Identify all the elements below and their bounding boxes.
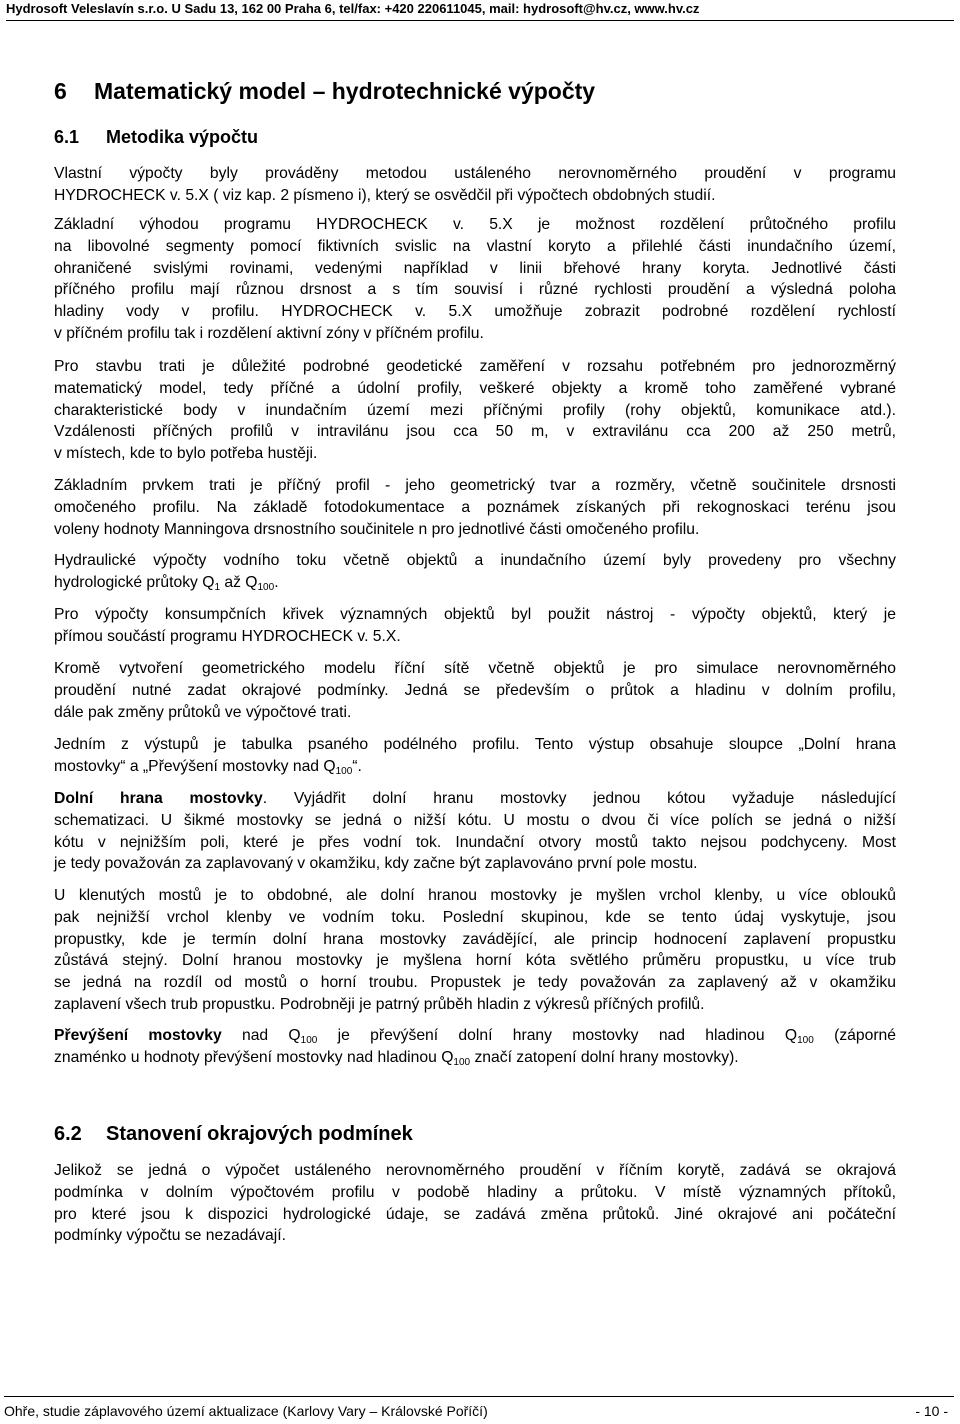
text-line: charakteristické body v inundačním území mezi příčnými profily (rohy objektů, komunikace atd.). [54, 401, 896, 419]
text-line: voleny hodnoty Manningova drsnostního součinitele n pro jednotlivé části omočeného profilu. [54, 520, 700, 538]
text-line: podmínky výpočtu se nezadávají. [54, 1227, 286, 1245]
paragraph-3 [54, 356, 896, 465]
text-line: znaménko u hodnoty převýšení mostovky nad hladinou $Q_{100}$ značí zatopení dolní hrany mostovky). [54, 1048, 739, 1068]
text-line: hydrologické průtoky $Q_1$ až $Q_{100}$. [54, 573, 279, 593]
text-line: schematizaci. U šikmé mostovky se jedná o nižší kótu. U mostu o dvou či více polích se jedná o nižší [54, 811, 896, 829]
paragraph-1 [54, 163, 896, 207]
text-line: přímou součástí programu HYDROCHECK v. 5.X. [54, 627, 401, 645]
section-6-1-heading [54, 124, 258, 150]
subscript: 100 [797, 1035, 814, 1046]
text-line: Jelikož se jedná o výpočet ustáleného nerovnoměrného proudění v říčním korytě, zadává se okrajová [54, 1162, 896, 1179]
text-line: zaplavení všech trub propustku. Podrobněji je patrný průběh hladin z výkresů příčných profilů. [54, 995, 705, 1013]
paragraph-7 [54, 658, 896, 723]
term-bold: Dolní hrana mostovky [54, 790, 263, 807]
text-line: pak nejnižší vrchol klenby ve vodním toku. Poslední skupinou, kde se tento údaj vyskytuje, jsou [54, 908, 896, 926]
text-line: proudění nutné zadat okrajové podmínky. Jedná se především o průtok a hladinu v dolním profilu, [54, 681, 896, 699]
text-line: Převýšení mostovky nad $Q_{100}$ je převýšení dolní hrany mostovky nad hladinou $Q_{100}$ (záporné [54, 1027, 897, 1046]
paragraph-6 [54, 604, 896, 648]
term-bold: Převýšení mostovky [54, 1027, 222, 1044]
paragraph-5 [54, 550, 896, 594]
paragraph-10 [54, 885, 896, 1016]
footer-title: Ohře, studie záplavového území aktualizace (Karlovy Vary – Královské Poříčí) [4, 1403, 488, 1419]
text-line: propustky, kde je termín dolní hrana mostovky zavádějící, ale princip hodnocení zaplavení propustku [54, 930, 896, 948]
text-line: Vlastní výpočty byly prováděny metodou ustáleného nerovnoměrného proudění v programu [54, 165, 896, 182]
page-footer [4, 1396, 954, 1421]
text-line: Jedním z výstupů je tabulka psaného podélného profilu. Tento výstup obsahuje sloupce „Dolní hrana [54, 736, 896, 753]
paragraph-2 [54, 214, 896, 345]
text-line: kótu v nejnižším poli, které je přes vodní tok. Inundační otvory mostů takto nejsou podchyceny. Most [54, 833, 896, 851]
text-line: Pro výpočty konsumpčních křivek významných objektů byl použit nástroj - výpočty objektů, který je [54, 606, 896, 623]
text-line: je tedy považován za zaplavovaný v okamžiku, kdy začne být zaplavováno první pole mostu. [54, 855, 698, 873]
subscript: 100 [300, 1035, 318, 1046]
text-line: HYDROCHECK v. 5.X ( viz kap. 2 písmeno i), který se osvědčil při výpočtech obdobných studií. [54, 186, 716, 204]
page-header: Hydrosoft Veleslavín s.r.o. U Sadu 13, 162 00 Praha 6, tel/fax: +420 220611045, mail: hydrosoft@hv.cz, www.hv.cz [6, 0, 954, 21]
text-line: Hydraulické výpočty vodního toku včetně objektů a inundačního území byly provedeny pro všechny [54, 552, 896, 569]
subscript: 100 [257, 581, 275, 593]
text-line: v místech, kde to bylo potřeba hustěji. [54, 445, 318, 463]
section-title: Stanovení okrajových podmínek [106, 1123, 413, 1145]
text-line: v příčném profilu tak i rozdělení aktivní zóny v příčném profilu. [54, 324, 484, 342]
text-line: dále pak změny průtoků ve výpočtové trati. [54, 703, 352, 721]
text-line: se jedná na rozdíl od mostů o horní troubu. Propustek je tedy považován za zaplavený až v okamžiku [54, 974, 896, 992]
text-line: na libovolné segmenty pomocí fiktivních svislic na vlastní koryto a přilehlé části inundačního území, [54, 237, 896, 255]
text-line: omočeného profilu. Na základě fotodokumentace a poznámek získaných při rekognoskaci terénu jsou [54, 498, 896, 516]
text-line: ohraničené svislými rovinami, vedenými například v linii břehové hrany koryta. Jednotlivé části [54, 259, 896, 277]
paragraph-8 [54, 734, 896, 778]
text-line: pro které jsou k dispozici hydrologické údaje, se zadává změna průtoků. Jiné okrajové ani počáteční [54, 1205, 896, 1223]
text-line: Vzdálenosti příčných profilů v intravilánu jsou cca 50 m, v extravilánu cca 200 až 250 metrů, [54, 423, 896, 441]
text-line: Kromě vytvoření geometrického modelu říční sítě včetně objektů je pro simulace nerovnoměrného [54, 660, 896, 677]
text-line: Základním prvkem trati je příčný profil - jeho geometrický tvar a rozměry, včetně součinitele drsnosti [54, 477, 896, 494]
section-number: 6.1 [54, 127, 80, 147]
section-number: 6.2 [54, 1123, 82, 1145]
subscript: 100 [453, 1056, 471, 1068]
subscript: 100 [335, 765, 353, 777]
text-line: U klenutých mostů je to obdobné, ale dolní hranou mostovky je myšlen vrchol klenby, u více oblouků [54, 887, 896, 904]
paragraph-12 [54, 1160, 896, 1247]
text-line: matematický model, tedy příčné a údolní profily, veškeré objekty a kromě toho zaměřené vybrané [54, 379, 896, 397]
page-number: - 10 - [915, 1403, 948, 1419]
section-number: 6 [54, 78, 67, 104]
section-title: Metodika výpočtu [106, 127, 259, 147]
text-line: příčného profilu mají různou drsnost a s tím souvisí i různé rychlosti proudění a výsledná poloha [54, 281, 896, 299]
section-6-heading [54, 74, 595, 108]
text-line: Pro stavbu trati je důležité podrobné geodetické zaměření v rozsahu potřebném pro jednorozměrný [54, 358, 896, 375]
text-line: Dolní hrana mostovky. Vyjádřit dolní hranu mostovky jednou kótou vyžaduje následující [54, 790, 896, 807]
text-line: hladiny vody v profilu. HYDROCHECK v. 5.X umožňuje zobrazit podrobné rozdělení rychlostí [54, 303, 896, 321]
section-title: Matematický model – hydrotechnické výpočty [94, 78, 596, 104]
section-6-2-heading [54, 1121, 413, 1147]
paragraph-11 [54, 1025, 896, 1069]
paragraph-4 [54, 475, 896, 540]
text-line: Základní výhodou programu HYDROCHECK v. 5.X je možnost rozdělení průtočného profilu [54, 216, 896, 233]
text-line: podmínka v dolním výpočtovém profilu v podobě hladiny a průtoku. V místě významných přítoků, [54, 1183, 896, 1201]
text-line: zůstává stejný. Dolní hranou mostovky je myšlena horní kóta světlého průměru propustku, u více trub [54, 952, 896, 970]
text-line: mostovky“ a „Převýšení mostovky nad $Q_{100}“$. [54, 757, 362, 777]
subscript: 1 [214, 581, 220, 593]
paragraph-9 [54, 788, 896, 875]
